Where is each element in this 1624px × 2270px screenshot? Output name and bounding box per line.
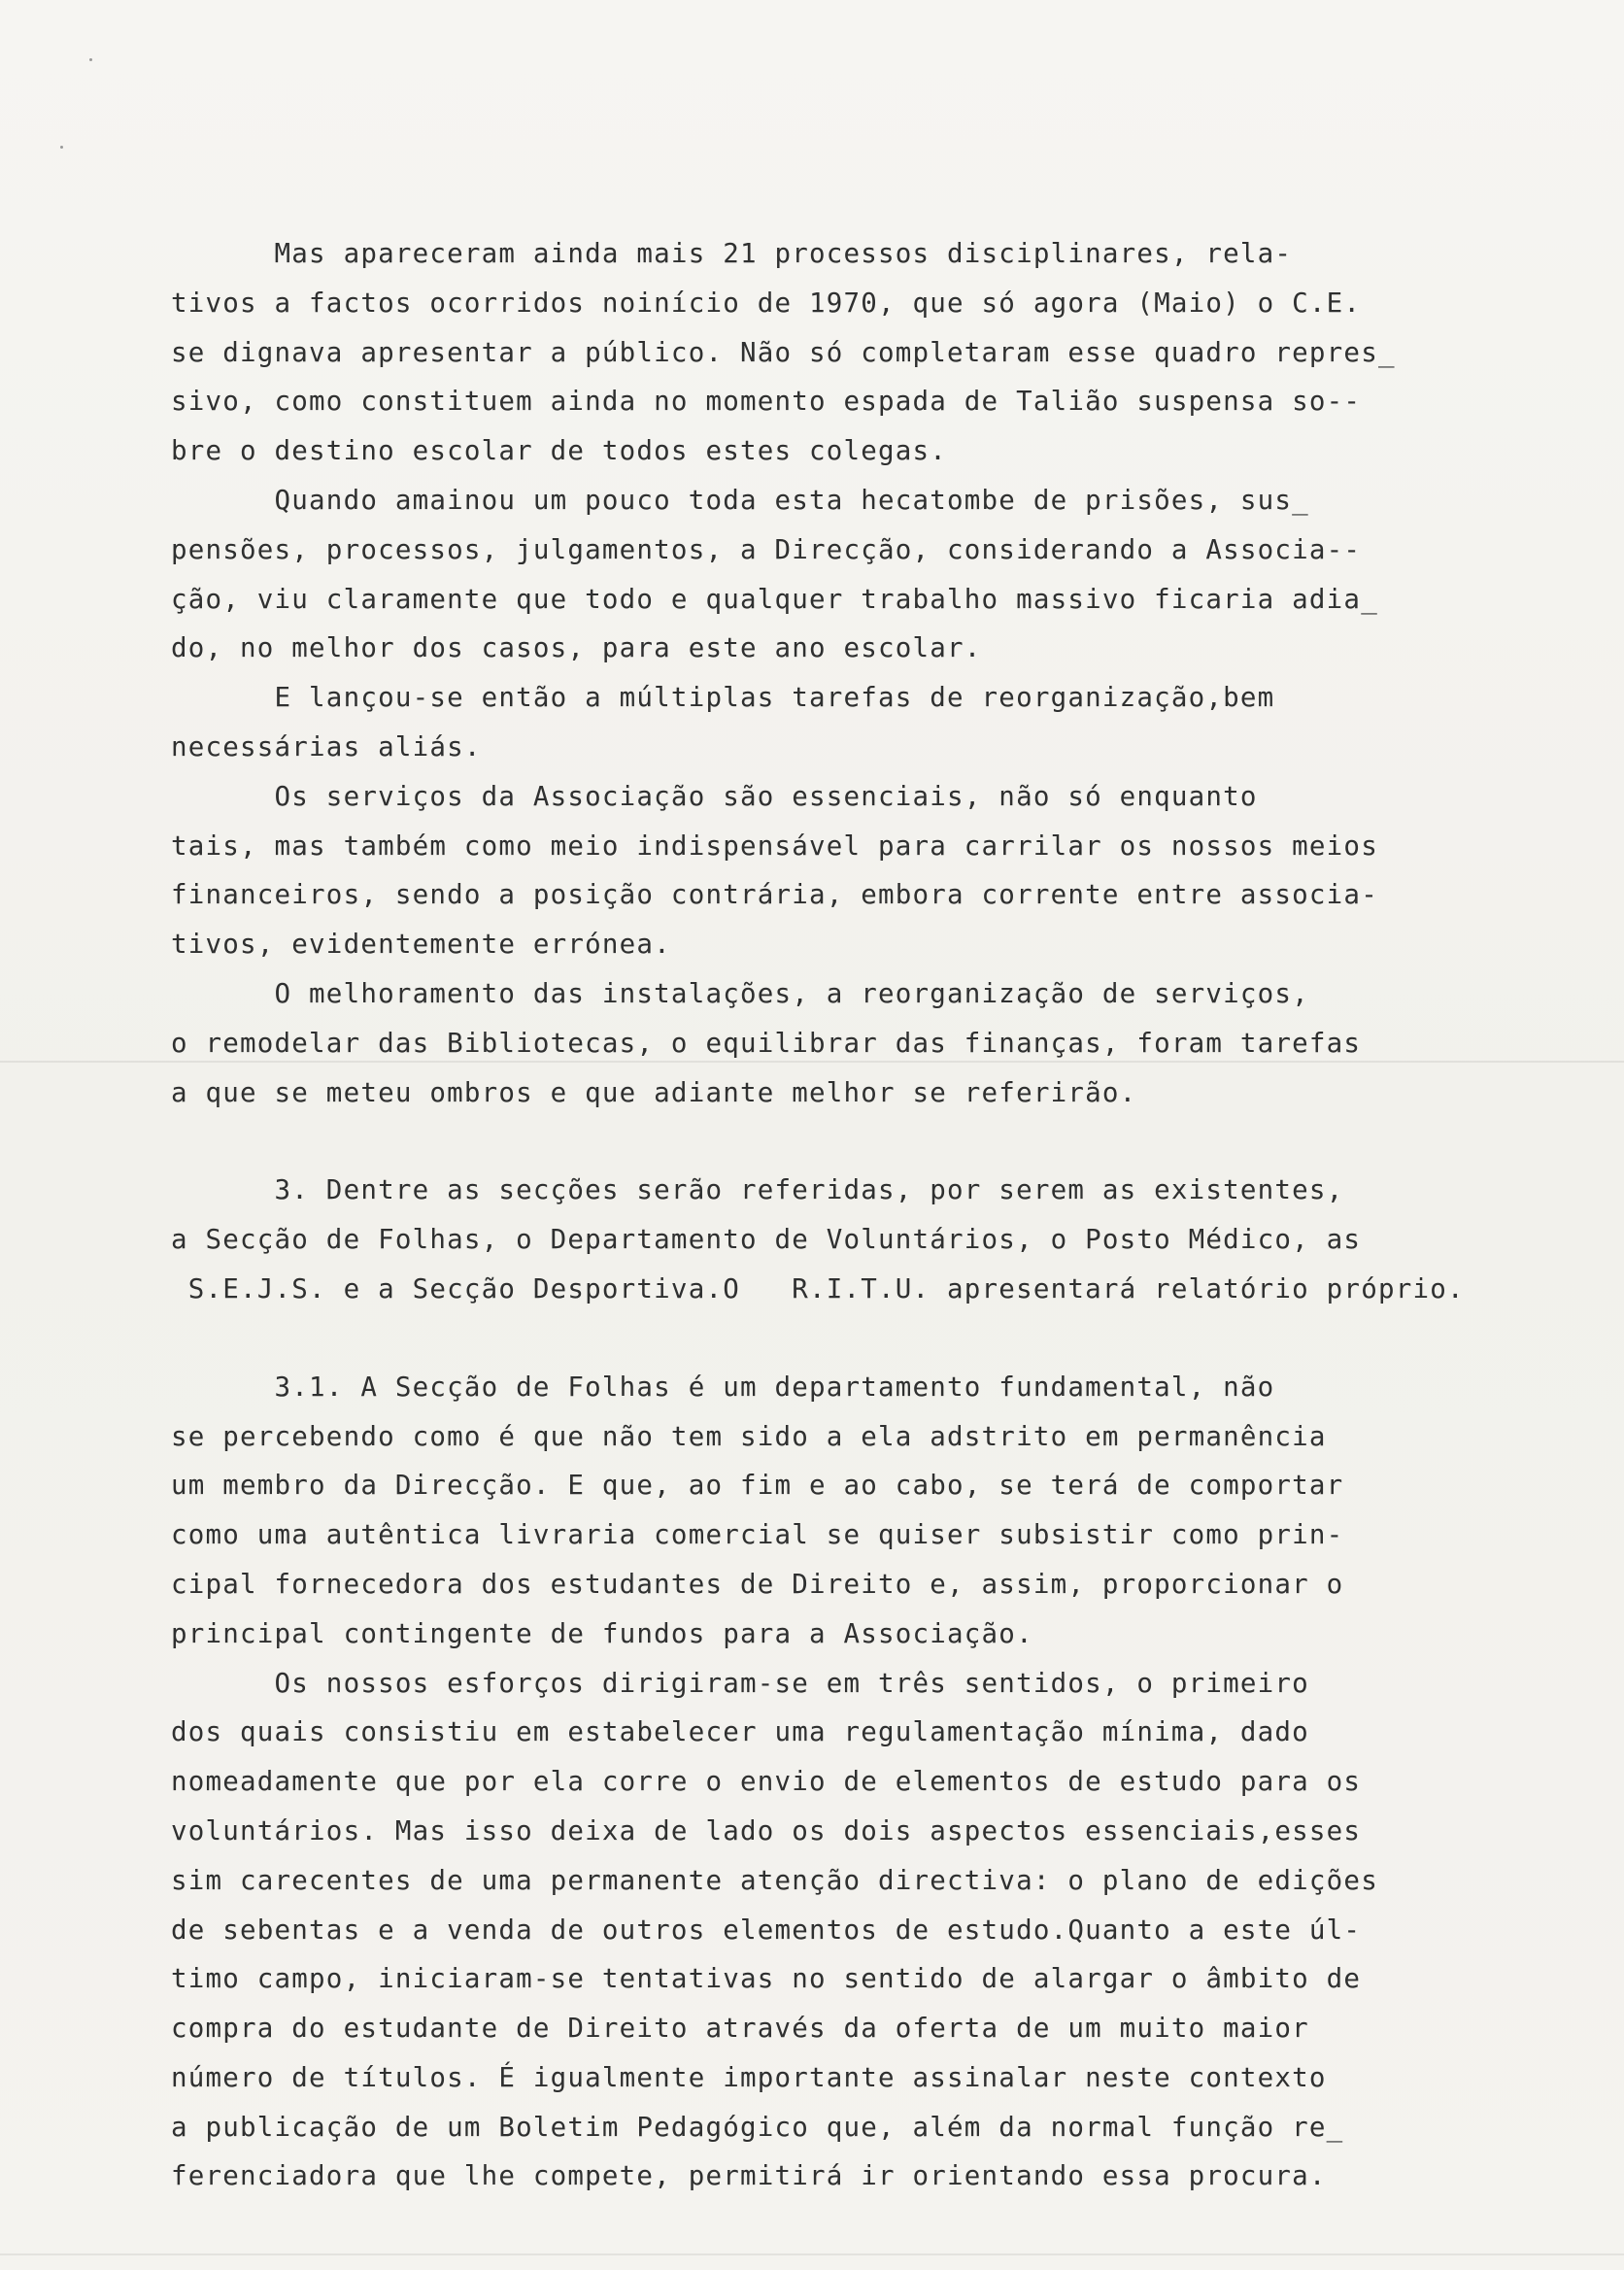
text-line: se dignava apresentar a público. Não só completaram esse quadro repres_	[171, 336, 1396, 368]
text-line: ção, viu claramente que todo e qualquer trabalho massivo ficaria adia_	[171, 583, 1378, 615]
text-line: voluntários. Mas isso deixa de lado os dois aspectos essenciais,esses	[171, 1814, 1362, 1846]
text-line: Mas apareceram ainda mais 21 processos disciplinares, rela-	[171, 238, 1293, 269]
text-line: necessárias aliás.	[171, 730, 482, 762]
paragraph	[171, 772, 1570, 969]
section-gap	[171, 1117, 1570, 1166]
text-line: 3. Dentre as secções serão referidas, por serem as existentes,	[171, 1174, 1344, 1206]
text-line: timo campo, iniciaram-se tentativas no sentido de alargar o âmbito de	[171, 1963, 1362, 1995]
text-line: tivos, evidentemente errónea.	[171, 929, 671, 961]
text-line: ferenciadora que lhe compete, permitirá ir orientando essa procura.	[171, 2160, 1327, 2192]
paper-speck	[89, 58, 92, 61]
paragraph	[171, 969, 1570, 1117]
paragraph	[171, 673, 1570, 772]
paper-speck	[60, 146, 63, 149]
text-line: do, no melhor dos casos, para este ano escolar.	[171, 632, 982, 664]
text-line: a Secção de Folhas, o Departamento de Voluntários, o Posto Médico, as	[171, 1224, 1362, 1256]
text-line: compra do estudante de Direito através da oferta de um muito maior	[171, 2013, 1309, 2045]
text-line: a publicação de um Boletim Pedagógico que, além da normal função re_	[171, 2111, 1344, 2143]
text-line: Quando amainou um pouco toda esta hecatombe de prisões, sus_	[171, 484, 1309, 516]
text-line: tivos a factos ocorridos noinício de 1970, que só agora (Maio) o C.E.	[171, 287, 1362, 319]
paragraph	[171, 1166, 1570, 1313]
text-line: E lançou-se então a múltiplas tarefas de reorganização,bem	[171, 682, 1275, 714]
text-line: Os serviços da Associação são essenciais, não só enquanto	[171, 780, 1258, 812]
text-line: sim carecentes de uma permanente atenção directiva: o plano de edições	[171, 1864, 1378, 1896]
text-line: pensões, processos, julgamentos, a Direcção, considerando a Associa--	[171, 533, 1362, 565]
text-line: principal contingente de fundos para a Associação.	[171, 1617, 1033, 1649]
paragraph	[171, 476, 1570, 673]
text-line: um membro da Direcção. E que, ao fim e ao cabo, se terá de comportar	[171, 1470, 1344, 1502]
text-line: Os nossos esforços dirigiram-se em três sentidos, o primeiro	[171, 1667, 1309, 1699]
paragraph	[171, 229, 1570, 476]
text-line: se percebendo como é que não tem sido a ela adstrito em permanência	[171, 1420, 1327, 1452]
text-line: bre o destino escolar de todos estes colegas.	[171, 435, 948, 467]
text-line: S.E.J.S. e a Secção Desportiva.O R.I.T.U. apresentará relatório próprio.	[171, 1272, 1465, 1304]
document-body	[171, 229, 1570, 2201]
fold-line	[0, 2253, 1624, 2255]
text-line: O melhoramento das instalações, a reorganização de serviços,	[171, 977, 1309, 1009]
text-line: nomeadamente que por ela corre o envio de elementos de estudo para os	[171, 1766, 1362, 1798]
paragraph	[171, 1659, 1570, 2202]
text-line: dos quais consistiu em estabelecer uma regulamentação mínima, dado	[171, 1716, 1309, 1748]
text-line: 3.1. A Secção de Folhas é um departamento fundamental, não	[171, 1371, 1275, 1403]
text-line: tais, mas também como meio indispensável para carrilar os nossos meios	[171, 830, 1378, 862]
section-gap	[171, 1314, 1570, 1363]
text-line: financeiros, sendo a posição contrária, embora corrente entre associa-	[171, 879, 1378, 911]
text-line: cipal fornecedora dos estudantes de Direito e, assim, proporcionar o	[171, 1568, 1344, 1600]
text-line: a que se meteu ombros e que adiante melhor se referirão.	[171, 1076, 1137, 1108]
text-line: sivo, como constituem ainda no momento espada de Talião suspensa so--	[171, 386, 1362, 418]
text-line: o remodelar das Bibliotecas, o equilibrar das finanças, foram tarefas	[171, 1027, 1362, 1059]
text-line: número de títulos. É igualmente importante assinalar neste contexto	[171, 2061, 1327, 2093]
text-line: de sebentas e a venda de outros elementos de estudo.Quanto a este úl-	[171, 1914, 1362, 1946]
text-line: como uma autêntica livraria comercial se quiser subsistir como prin-	[171, 1519, 1344, 1551]
paragraph	[171, 1363, 1570, 1659]
